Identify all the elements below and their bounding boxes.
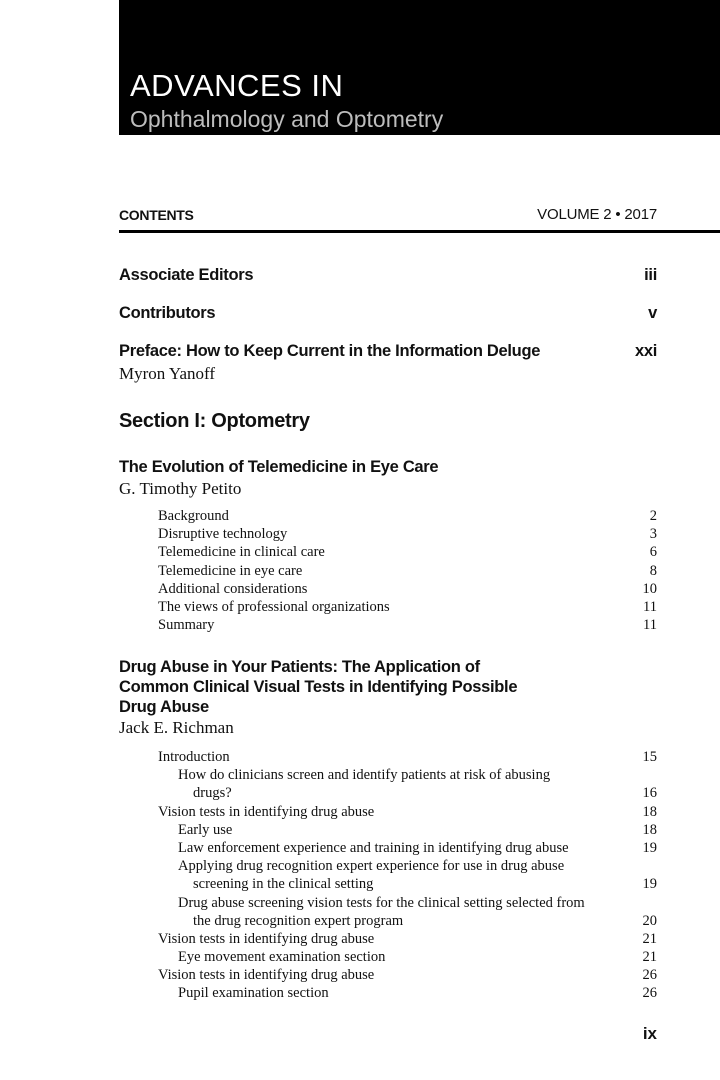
toc-entry-page: 21 <box>642 949 657 966</box>
section-heading: Section I: Optometry <box>119 410 310 432</box>
toc-entry[interactable] <box>158 930 657 948</box>
toc-entry-text: The views of professional organizations <box>158 598 390 615</box>
toc-entry-page: 26 <box>642 967 657 984</box>
toc-entry-text: Eye movement examination section <box>178 949 386 966</box>
toc-entry-page: 2 <box>649 508 657 524</box>
toc-entry-page: 26 <box>642 985 657 1002</box>
toc-entry-page: iii <box>644 266 657 284</box>
series-banner <box>119 0 720 135</box>
toc-entry[interactable] <box>158 598 657 616</box>
toc-entry[interactable] <box>158 894 657 912</box>
toc-entry[interactable] <box>158 543 657 561</box>
toc-contributors[interactable] <box>119 304 657 323</box>
toc-entry-text: Summary <box>158 617 215 634</box>
article-toc-drug-abuse <box>158 748 657 1003</box>
toc-entry-page: 8 <box>649 562 657 579</box>
toc-entry[interactable] <box>158 507 657 525</box>
toc-entry-title: Associate Editors <box>119 266 254 284</box>
toc-associate-editors[interactable] <box>119 266 657 285</box>
article-title-line: Common Clinical Visual Tests in Identifying Possible <box>119 678 518 696</box>
toc-entry[interactable] <box>158 525 657 543</box>
toc-entry-text: Additional considerations <box>158 580 308 597</box>
article-author: G. Timothy Petito <box>119 479 242 498</box>
toc-entry-text: Early use <box>178 821 233 838</box>
toc-entry-page: 15 <box>642 749 657 765</box>
toc-entry-text: Vision tests in identifying drug abuse <box>158 967 375 984</box>
toc-entry-page: 11 <box>643 617 657 634</box>
toc-entry-text: How do clinicians screen and identify patients at risk of abusing <box>178 767 551 784</box>
toc-entry-text: Background <box>158 508 229 524</box>
toc-entry-page: 20 <box>642 912 657 929</box>
toc-entry-page: 3 <box>649 526 657 543</box>
toc-entry[interactable] <box>158 984 657 1002</box>
toc-entry[interactable] <box>158 616 657 634</box>
toc-preface[interactable] <box>119 342 657 361</box>
toc-entry-text: drugs? <box>193 785 232 802</box>
toc-entry-page: 11 <box>643 598 657 615</box>
toc-entry[interactable] <box>158 580 657 598</box>
toc-entry[interactable] <box>158 803 657 821</box>
toc-entry[interactable] <box>158 857 657 875</box>
article-title-line: Drug Abuse <box>119 698 209 716</box>
toc-entry-title: Preface: How to Keep Current in the Information Deluge <box>119 342 541 360</box>
toc-entry-page: 18 <box>642 821 657 838</box>
toc-entry[interactable] <box>158 966 657 984</box>
toc-entry-text: Vision tests in identifying drug abuse <box>158 930 375 947</box>
toc-entry-page: v <box>648 304 657 322</box>
toc-entry[interactable] <box>158 821 657 839</box>
article-title-line: Drug Abuse in Your Patients: The Application of <box>119 658 480 676</box>
series-subtitle: Ophthalmology and Optometry <box>130 106 444 132</box>
toc-entry-page: 16 <box>642 785 657 802</box>
toc-entry-text: Applying drug recognition expert experience for use in drug abuse <box>178 858 565 875</box>
toc-entry-text: Disruptive technology <box>158 526 288 543</box>
toc-entry-text: Introduction <box>158 749 230 765</box>
article-title-line: The Evolution of Telemedicine in Eye Care <box>119 458 439 476</box>
toc-entry-page: 21 <box>642 930 657 947</box>
toc-entry[interactable] <box>158 948 657 966</box>
series-title: ADVANCES IN <box>130 68 344 103</box>
toc-entry-text: Law enforcement experience and training in identifying drug abuse <box>178 839 569 856</box>
toc-entry-page: 10 <box>642 580 657 597</box>
toc-entry-text: the drug recognition expert program <box>193 912 404 929</box>
toc-entry-text: Drug abuse screening vision tests for the clinical setting selected from <box>178 894 585 911</box>
toc-entry[interactable] <box>158 562 657 580</box>
page-folio: ix <box>642 1024 657 1043</box>
toc-entry[interactable] <box>158 748 657 766</box>
toc-entry[interactable] <box>158 875 657 893</box>
toc-entry-page: 18 <box>642 803 657 820</box>
contents-bar <box>119 206 720 233</box>
toc-entry-page: 6 <box>649 544 657 561</box>
article-toc-telemedicine <box>158 507 657 634</box>
toc-entry[interactable] <box>158 912 657 930</box>
toc-entry[interactable] <box>158 839 657 857</box>
preface-author: Myron Yanoff <box>119 364 216 383</box>
article-author: Jack E. Richman <box>119 718 234 737</box>
toc-entry[interactable] <box>158 766 657 784</box>
contents-label: CONTENTS <box>119 207 194 223</box>
toc-entry-text: Pupil examination section <box>178 985 329 1002</box>
toc-entry-page: 19 <box>642 876 657 893</box>
toc-entry-text: screening in the clinical setting <box>193 876 374 893</box>
article-title-telemedicine[interactable] <box>119 457 438 477</box>
toc-entry-text: Telemedicine in eye care <box>158 562 303 579</box>
toc-entry-text: Telemedicine in clinical care <box>158 544 325 561</box>
toc-entry-page: 19 <box>642 839 657 856</box>
toc-entry[interactable] <box>158 784 657 802</box>
article-title-drug-abuse[interactable] <box>119 657 517 717</box>
volume-label: VOLUME 2 • 2017 <box>537 206 657 223</box>
toc-entry-title: Contributors <box>119 304 216 322</box>
toc-entry-page: xxi <box>634 342 657 360</box>
toc-entry-text: Vision tests in identifying drug abuse <box>158 803 375 820</box>
